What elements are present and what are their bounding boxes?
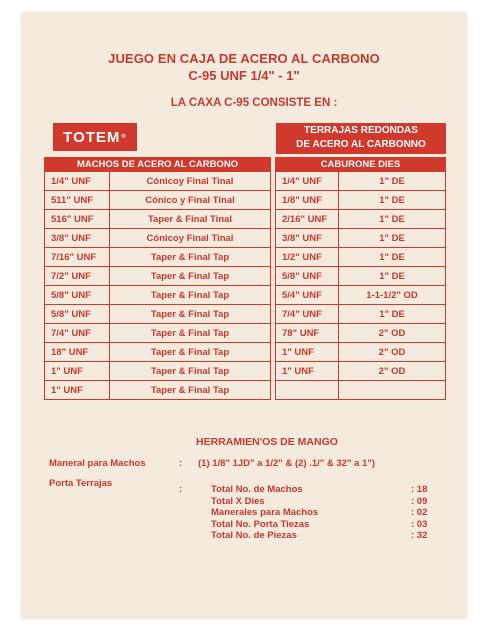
dies-table-row: [276, 248, 446, 267]
dies-table-row: [276, 229, 446, 248]
dies-table-row: [276, 343, 446, 362]
taps-table-type: Taper & Final Tap: [110, 343, 271, 362]
dies-table-row: [276, 362, 446, 381]
taps-table-size: 1" UNF: [45, 362, 110, 381]
dies-table-type: 1-1-1/2" OD: [339, 286, 446, 305]
logo-text: TOTEM: [63, 128, 121, 146]
dies-table-size: 7/4" UNF: [276, 305, 339, 324]
dies-table-size: 2/16" UNF: [276, 210, 339, 229]
dies-table: [275, 157, 446, 400]
totals-label: Total No. de Piezas: [211, 530, 297, 541]
taps-table-row: [45, 191, 271, 210]
taps-table-size: 516" UNF: [45, 210, 110, 229]
taps-table-type: Cónicoy Final Tinal: [110, 229, 271, 248]
taps-table-row: [45, 172, 271, 191]
dies-table-row: [276, 210, 446, 229]
taps-table-row: [45, 305, 271, 324]
taps-table-type: Taper & Final Tap: [110, 267, 271, 286]
dies-table-type: 1" DE: [339, 210, 446, 229]
taps-table-type: Taper & Final Tap: [110, 381, 271, 400]
dies-table-type: 1" DE: [339, 191, 446, 210]
dies-table-size: 1" UNF: [276, 343, 339, 362]
dies-table-size: 5/4" UNF: [276, 286, 339, 305]
dies-table-row: [276, 286, 446, 305]
totals-value: : 09: [411, 495, 428, 507]
taps-table: [44, 157, 271, 400]
subtitle: LA CAXA C-95 CONSISTE EN :: [170, 97, 338, 109]
taps-table-row: [45, 343, 271, 362]
taps-table-type: Taper & Final Tap: [110, 324, 271, 343]
taps-table-type: Taper & Final Tap: [110, 248, 271, 267]
dies-table-type: 2" OD: [339, 324, 446, 343]
totem-logo: [53, 123, 137, 151]
porta-label: Porta Terrajas: [49, 478, 113, 489]
dies-table-size: 5/8" UNF: [276, 267, 339, 286]
totals-label: Total No. Porta Tiezas: [211, 518, 310, 530]
totals-label: Manerales para Machos: [211, 507, 319, 518]
dies-header-line-2: DE ACERO AL CARBONNO: [296, 139, 426, 150]
taps-table-size: 5/8" UNF: [45, 305, 110, 324]
dies-header: [276, 123, 446, 154]
dies-table-row: [276, 324, 446, 343]
taps-table-row: [45, 210, 271, 229]
taps-table-row: [45, 229, 271, 248]
taps-table-size: 7/2" UNF: [45, 267, 110, 286]
taps-table-type: Taper & Final Tap: [110, 362, 271, 381]
dies-table-row: [276, 267, 446, 286]
dies-table-row: [276, 172, 446, 191]
maneral-value: (1) 1/8" 1JD" a 1/2" & (2) .1/" & 32" a 1"): [198, 458, 375, 469]
taps-table-row: [45, 248, 271, 267]
dies-table-size: 1/8" UNF: [276, 191, 339, 210]
porta-colon: :: [179, 484, 183, 495]
taps-table-row: [45, 267, 271, 286]
dies-table-header: CABURONE DIES: [276, 158, 446, 172]
tools-title: HERRAMIEN'OS DE MANGO: [196, 436, 338, 448]
taps-table-type: Cónicoy Final Tinal: [110, 172, 271, 191]
title-line-1: JUEGO EN CAJA DE ACERO AL CARBONO: [108, 51, 380, 66]
maneral-label: Maneral para Machos: [49, 458, 146, 469]
dies-table-type: 2" OD: [339, 362, 446, 381]
dies-table-row: [276, 305, 446, 324]
logo-registered-mark: ®: [121, 134, 127, 140]
taps-table-type: Taper & Final Tap: [110, 286, 271, 305]
totals-value: : 03: [411, 518, 428, 530]
maneral-colon: :: [179, 458, 183, 469]
dies-table-size: 3/8" UNF: [276, 229, 339, 248]
taps-table-size: 1/4" UNF: [45, 172, 110, 191]
taps-table-size: 5/8" UNF: [45, 286, 110, 305]
catalog-sheet: [21, 12, 467, 619]
taps-table-header: MACHOS DE ACERO AL CARBONO: [45, 158, 271, 172]
dies-table-size: 78" UNF: [276, 324, 339, 343]
totals-label: Total X Dies: [211, 495, 265, 507]
taps-table-size: 7/16" UNF: [45, 248, 110, 267]
dies-table-type: 1" DE: [339, 172, 446, 191]
dies-table-size: 1/2" UNF: [276, 248, 339, 267]
dies-table-type: 1" DE: [339, 229, 446, 248]
taps-table-row: [45, 381, 271, 400]
totals-value: : 32: [411, 530, 428, 541]
dies-table-type: 1" DE: [339, 305, 446, 324]
taps-table-type: Taper & Final Tinal: [110, 210, 271, 229]
dies-table-row: [276, 381, 446, 400]
taps-table-size: 1" UNF: [45, 381, 110, 400]
totals-label: Total No. de Machos: [211, 484, 303, 495]
totals-value: : 02: [411, 507, 428, 518]
dies-table-size: [276, 381, 339, 400]
title-line-2: C-95 UNF 1/4" - 1": [188, 68, 300, 83]
taps-table-row: [45, 286, 271, 305]
dies-table-size: 1" UNF: [276, 362, 339, 381]
dies-table-row: [276, 191, 446, 210]
taps-table-size: 511" UNF: [45, 191, 110, 210]
dies-header-line-1: TERRAJAS REDONDAS: [304, 125, 418, 136]
taps-table-type: Cónico y Final Tinal: [110, 191, 271, 210]
dies-table-type: 1" DE: [339, 267, 446, 286]
taps-table-row: [45, 362, 271, 381]
taps-table-size: 7/4" UNF: [45, 324, 110, 343]
taps-table-size: 18" UNF: [45, 343, 110, 362]
taps-table-row: [45, 324, 271, 343]
taps-table-size: 3/8" UNF: [45, 229, 110, 248]
taps-table-type: Taper & Final Tap: [110, 305, 271, 324]
totals-value: : 18: [411, 484, 428, 495]
dies-table-type: 2" OD: [339, 343, 446, 362]
dies-table-type: [339, 381, 446, 400]
dies-table-type: 1" DE: [339, 248, 446, 267]
dies-table-size: 1/4" UNF: [276, 172, 339, 191]
